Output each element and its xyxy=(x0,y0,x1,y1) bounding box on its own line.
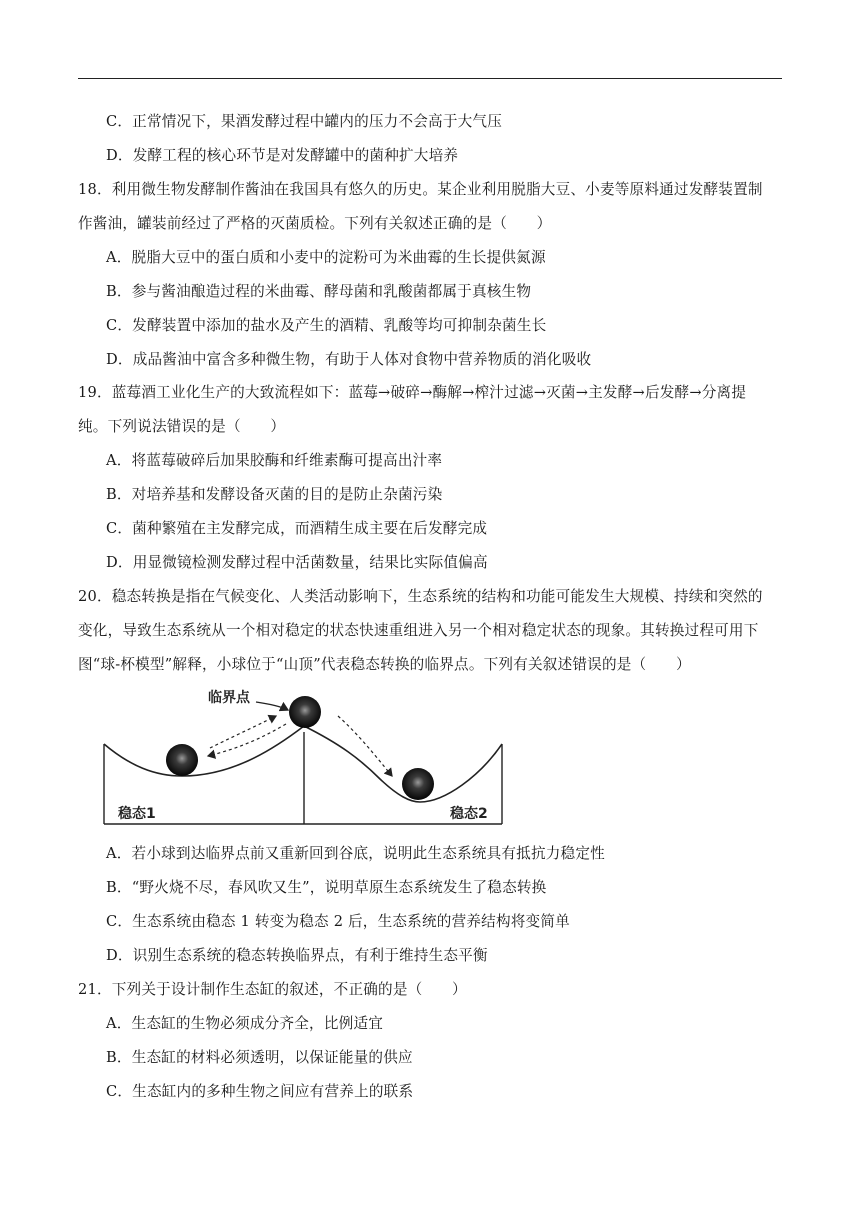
q19-stem-line1: 19．蓝莓酒工业化生产的大致流程如下：蓝莓→破碎→酶解→榨汁过滤→灭菌→主发酵→后发酵→分离提 xyxy=(78,384,747,401)
state2-label: 稳态2 xyxy=(450,806,488,822)
state1-label: 稳态1 xyxy=(118,806,156,822)
q21-option-a: A．生态缸的生物必须成分齐全，比例适宜 xyxy=(106,1015,384,1032)
q18-option-a: A．脱脂大豆中的蛋白质和小麦中的淀粉可为米曲霉的生长提供氮源 xyxy=(106,249,546,266)
q20-option-c: C．生态系统由稳态 1 转变为稳态 2 后，生态系统的营养结构将变简单 xyxy=(106,913,570,930)
valley-curve xyxy=(104,726,502,802)
q18-stem-line1: 18．利用微生物发酵制作酱油在我国具有悠久的历史。某企业利用脱脂大豆、小麦等原料通过发酵装置制 xyxy=(78,181,763,198)
arrow-back-to-valley xyxy=(208,724,286,756)
q20-stem-line2: 变化，导致生态系统从一个相对稳定的状态快速重组进入另一个相对稳定状态的现象。其转换过程可用下 xyxy=(78,622,759,639)
q18-option-d: D．成品酱油中富含多种微生物，有助于人体对食物中营养物质的消化吸收 xyxy=(106,351,592,368)
q21-stem: 21．下列关于设计制作生态缸的叙述，不正确的是（ ） xyxy=(78,981,467,998)
q20-option-b: B．“野火烧不尽，春风吹又生”，说明草原生态系统发生了稳态转换 xyxy=(106,879,547,896)
ball-cup-model-figure xyxy=(100,684,510,830)
q18-option-b: B．参与酱油酿造过程的米曲霉、酵母菌和乳酸菌都属于真核生物 xyxy=(106,283,532,300)
q19-option-c: C．菌种繁殖在主发酵完成，而酒精生成主要在后发酵完成 xyxy=(106,520,488,537)
q19-option-a: A．将蓝莓破碎后加果胶酶和纤维素酶可提高出汁率 xyxy=(106,452,443,469)
critical-point-label: 临界点 xyxy=(208,690,250,706)
header-rule xyxy=(78,78,782,79)
q19-stem-line2: 纯。下列说法错误的是（ ） xyxy=(78,418,286,435)
q18-stem-line2: 作酱油，罐装前经过了严格的灭菌质检。下列有关叙述正确的是（ ） xyxy=(78,215,552,232)
q20-option-d: D．识别生态系统的稳态转换临界点，有利于维持生态平衡 xyxy=(106,947,488,964)
ball-critical-point xyxy=(289,696,321,728)
ball-state1 xyxy=(166,744,198,776)
q21-option-b: B．生态缸的材料必须透明，以保证能量的供应 xyxy=(106,1049,413,1066)
critical-point-pointer xyxy=(256,702,288,710)
q20-stem-line1: 20．稳态转换是指在气候变化、人类活动影响下，生态系统的结构和功能可能发生大规模、持续和突然的 xyxy=(78,588,763,605)
q17-option-d: D．发酵工程的核心环节是对发酵罐中的菌种扩大培养 xyxy=(106,147,459,164)
arrow-down-to-state2 xyxy=(338,716,392,776)
q19-option-b: B．对培养基和发酵设备灭菌的目的是防止杂菌污染 xyxy=(106,486,443,503)
q18-option-c: C．发酵装置中添加的盐水及产生的酒精、乳酸等均可抑制杂菌生长 xyxy=(106,317,547,334)
ball-state2 xyxy=(402,768,434,800)
arrow-up-to-critical xyxy=(210,716,276,748)
q17-option-c: C．正常情况下，果酒发酵过程中罐内的压力不会高于大气压 xyxy=(106,113,503,130)
q21-option-c: C．生态缸内的多种生物之间应有营养上的联系 xyxy=(106,1083,414,1100)
q20-stem-line3: 图“球-杯模型”解释，小球位于“山顶”代表稳态转换的临界点。下列有关叙述错误的是（ ） xyxy=(78,656,691,673)
q19-option-d: D．用显微镜检测发酵过程中活菌数量，结果比实际值偏高 xyxy=(106,554,488,571)
q20-option-a: A．若小球到达临界点前又重新回到谷底，说明此生态系统具有抵抗力稳定性 xyxy=(106,845,605,862)
